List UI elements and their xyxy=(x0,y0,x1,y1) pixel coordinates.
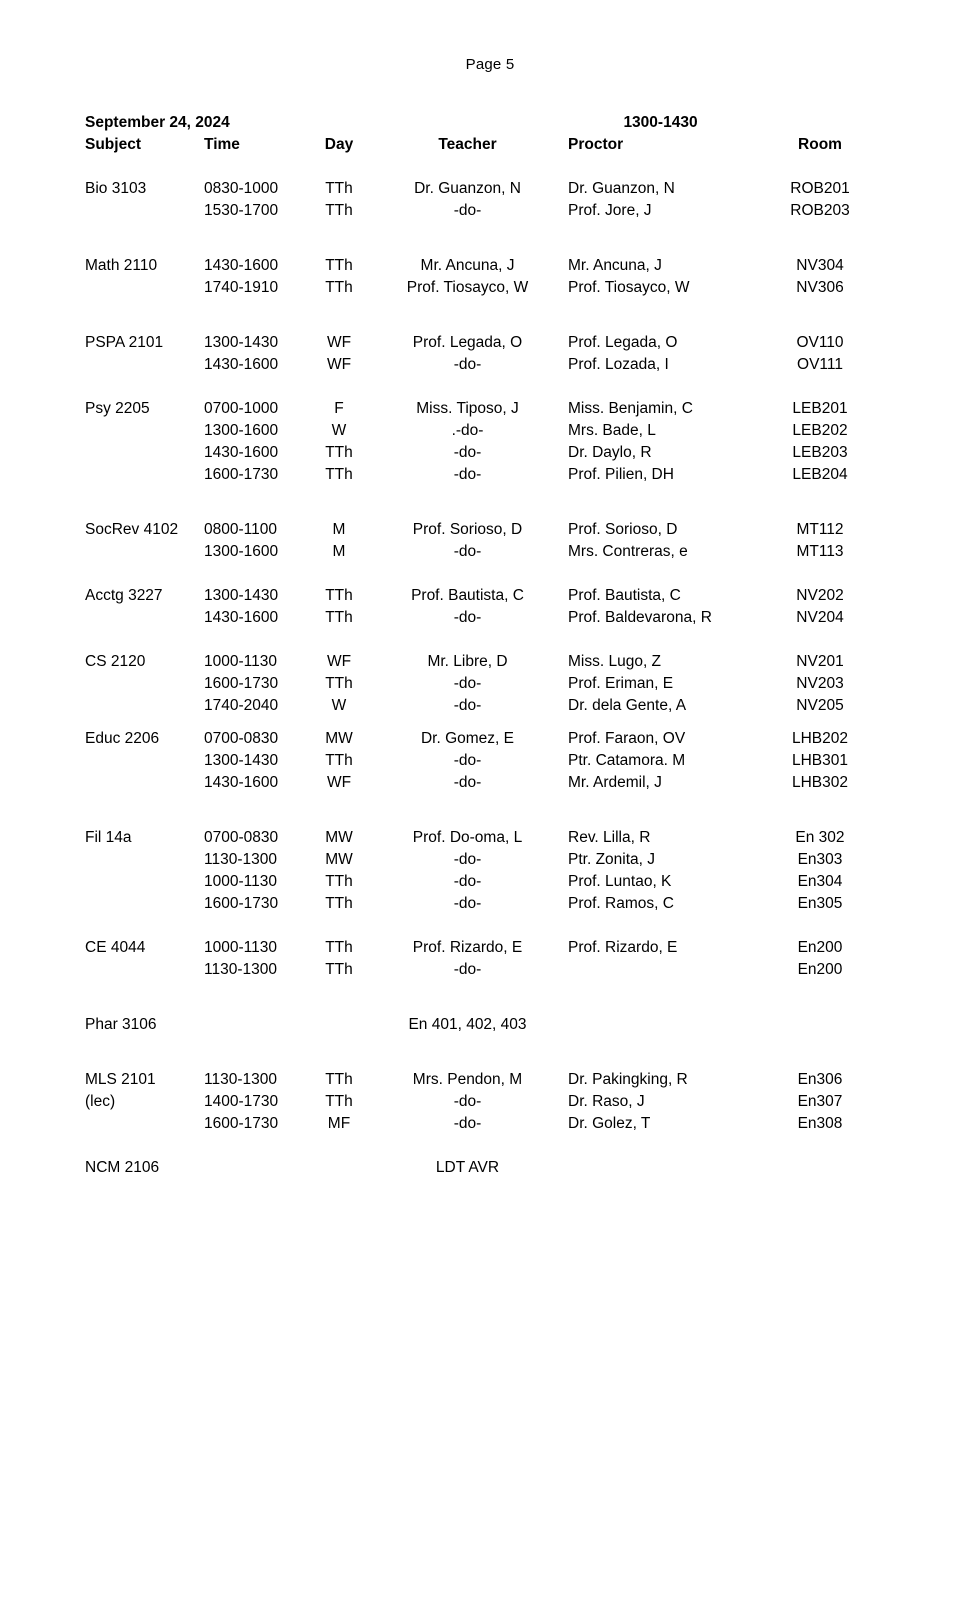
table-row xyxy=(0,1157,980,1179)
cell-day: WF xyxy=(326,653,352,670)
cell-time: 1600-1730 xyxy=(204,1115,279,1132)
cell-time: 1130-1300 xyxy=(204,961,277,978)
cell-teacher: -do- xyxy=(453,356,482,373)
subject-block xyxy=(0,1014,980,1036)
cell-time: 1300-1600 xyxy=(204,422,279,439)
cell-day: WF xyxy=(326,774,352,791)
table-row xyxy=(0,277,980,299)
cell-room: En303 xyxy=(797,851,843,868)
cell-proctor: Prof. Pilien, DH xyxy=(568,466,674,483)
column-header-room: Room xyxy=(798,136,842,153)
block-spacer xyxy=(0,981,980,1014)
cell-time: 1740-1910 xyxy=(204,279,279,296)
cell-time: 1740-2040 xyxy=(204,697,279,714)
table-row xyxy=(0,959,980,981)
cell-day: W xyxy=(331,697,347,714)
table-row xyxy=(0,420,980,442)
cell-proctor: Prof. Ramos, C xyxy=(568,895,674,912)
table-row xyxy=(0,200,980,222)
block-spacer xyxy=(0,222,980,255)
cell-subject: CS 2120 xyxy=(85,653,146,670)
cell-proctor: Miss. Lugo, Z xyxy=(568,653,662,670)
cell-day: TTh xyxy=(325,873,353,890)
block-spacer xyxy=(0,717,980,728)
table-row xyxy=(0,1069,980,1091)
cell-proctor: Mrs. Bade, L xyxy=(568,422,656,439)
cell-teacher: -do- xyxy=(453,1093,482,1110)
cell-teacher: Prof. Do-oma, L xyxy=(412,829,523,846)
cell-subject: Math 2110 xyxy=(85,257,158,274)
cell-room: LEB204 xyxy=(792,466,848,483)
cell-room: En200 xyxy=(797,939,843,956)
subject-block xyxy=(0,1157,980,1179)
cell-teacher: Prof. Legada, O xyxy=(412,334,523,351)
cell-room: NV205 xyxy=(796,697,844,714)
cell-time: 1600-1730 xyxy=(204,466,279,483)
cell-proctor: Dr. Guanzon, N xyxy=(568,180,675,197)
subject-block xyxy=(0,827,980,915)
cell-room: NV204 xyxy=(796,609,844,626)
cell-subject: SocRev 4102 xyxy=(85,521,179,538)
cell-room: En304 xyxy=(797,873,843,890)
cell-day: TTh xyxy=(325,444,353,461)
table-row xyxy=(0,728,980,750)
table-row xyxy=(0,585,980,607)
cell-time: 0830-1000 xyxy=(204,180,279,197)
cell-time: 0800-1100 xyxy=(204,521,277,538)
subject-block xyxy=(0,728,980,794)
cell-day: TTh xyxy=(325,180,353,197)
table-row xyxy=(0,519,980,541)
cell-room: En307 xyxy=(797,1093,843,1110)
cell-proctor: Dr. Golez, T xyxy=(568,1115,651,1132)
cell-proctor: Ptr. Catamora. M xyxy=(568,752,686,769)
cell-teacher: -do- xyxy=(453,851,482,868)
table-header-meta xyxy=(0,112,980,134)
cell-room: En200 xyxy=(797,961,843,978)
cell-teacher: -do- xyxy=(453,873,482,890)
cell-teacher: -do- xyxy=(453,675,482,692)
cell-day: MW xyxy=(325,829,353,846)
cell-teacher: Prof. Bautista, C xyxy=(411,587,524,604)
block-spacer xyxy=(0,629,980,651)
column-header-subject: Subject xyxy=(85,136,141,153)
cell-time: 0700-0830 xyxy=(204,829,279,846)
cell-room: LEB201 xyxy=(792,400,848,417)
cell-proctor: Miss. Benjamin, C xyxy=(568,400,693,417)
table-body xyxy=(0,156,980,1179)
cell-day: MW xyxy=(325,851,353,868)
table-row xyxy=(0,849,980,871)
cell-day: MF xyxy=(327,1115,351,1132)
cell-day: MW xyxy=(325,730,353,747)
cell-subject: Fil 14a xyxy=(85,829,132,846)
cell-day: TTh xyxy=(325,675,353,692)
cell-day: TTh xyxy=(325,939,353,956)
subject-block xyxy=(0,651,980,717)
table-row xyxy=(0,607,980,629)
cell-teacher: Dr. Guanzon, N xyxy=(414,180,521,197)
cell-time: 1300-1430 xyxy=(204,587,279,604)
cell-day: TTh xyxy=(325,609,353,626)
cell-room: MT112 xyxy=(796,521,844,538)
cell-teacher: -do- xyxy=(453,752,482,769)
cell-proctor: Dr. Raso, J xyxy=(568,1093,645,1110)
cell-time: 1430-1600 xyxy=(204,609,279,626)
cell-proctor: Prof. Faraon, OV xyxy=(568,730,686,747)
cell-room: ROB203 xyxy=(790,202,850,219)
column-header-proctor: Proctor xyxy=(568,136,624,153)
cell-subject: Educ 2206 xyxy=(85,730,160,747)
block-spacer xyxy=(0,794,980,827)
cell-teacher: Dr. Gomez, E xyxy=(420,730,515,747)
cell-day: M xyxy=(332,543,346,560)
cell-room-note: LDT AVR xyxy=(435,1159,500,1176)
subject-block xyxy=(0,519,980,563)
cell-room: LHB301 xyxy=(791,752,848,769)
cell-subject: MLS 2101 xyxy=(85,1071,156,1088)
cell-day: M xyxy=(332,521,346,538)
cell-time: 1430-1600 xyxy=(204,356,279,373)
cell-day: TTh xyxy=(325,752,353,769)
cell-room-note: En 401, 402, 403 xyxy=(408,1016,527,1033)
cell-room: En306 xyxy=(797,1071,843,1088)
table-row xyxy=(0,398,980,420)
cell-teacher: -do- xyxy=(453,961,482,978)
table-row xyxy=(0,332,980,354)
cell-time: 1400-1730 xyxy=(204,1093,279,1110)
block-spacer xyxy=(0,376,980,398)
cell-day: TTh xyxy=(325,1071,353,1088)
cell-teacher: -do- xyxy=(453,697,482,714)
cell-time: 1130-1300 xyxy=(204,851,277,868)
cell-teacher: -do- xyxy=(453,1115,482,1132)
cell-proctor: Prof. Baldevarona, R xyxy=(568,609,712,626)
block-spacer xyxy=(0,915,980,937)
table-row xyxy=(0,871,980,893)
cell-room: NV304 xyxy=(796,257,844,274)
cell-teacher: Mr. Libre, D xyxy=(427,653,508,670)
cell-proctor: Rev. Lilla, R xyxy=(568,829,651,846)
table-column-headers xyxy=(0,134,980,156)
column-header-day: Day xyxy=(324,136,354,153)
cell-time: 1300-1430 xyxy=(204,752,279,769)
cell-proctor: Prof. Lozada, I xyxy=(568,356,669,373)
cell-subject: Bio 3103 xyxy=(85,180,147,197)
table-row xyxy=(0,827,980,849)
cell-day: TTh xyxy=(325,202,353,219)
cell-room: ROB201 xyxy=(790,180,850,197)
cell-time: 1430-1600 xyxy=(204,444,279,461)
cell-proctor: Prof. Bautista, C xyxy=(568,587,681,604)
cell-subject: CE 4044 xyxy=(85,939,146,956)
cell-teacher: Prof. Tiosayco, W xyxy=(406,279,529,296)
cell-teacher: Prof. Rizardo, E xyxy=(412,939,523,956)
table-row xyxy=(0,937,980,959)
cell-time: 1130-1300 xyxy=(204,1071,277,1088)
cell-teacher: Mr. Ancuna, J xyxy=(420,257,515,274)
table-row xyxy=(0,178,980,200)
cell-time: 1300-1430 xyxy=(204,334,279,351)
cell-time: 1600-1730 xyxy=(204,895,279,912)
cell-time: 0700-0830 xyxy=(204,730,279,747)
cell-room: En305 xyxy=(797,895,843,912)
subject-block xyxy=(0,585,980,629)
cell-proctor: Dr. dela Gente, A xyxy=(568,697,687,714)
table-row xyxy=(0,651,980,673)
subject-block xyxy=(0,1069,980,1135)
cell-room: NV202 xyxy=(796,587,844,604)
table-row xyxy=(0,673,980,695)
block-spacer xyxy=(0,563,980,585)
cell-subject: (lec) xyxy=(85,1093,116,1110)
page-number: Page 5 xyxy=(465,56,515,73)
cell-room: MT113 xyxy=(796,543,844,560)
cell-day: WF xyxy=(326,356,352,373)
table-row xyxy=(0,255,980,277)
cell-room: LEB203 xyxy=(792,444,848,461)
cell-proctor: Prof. Rizardo, E xyxy=(568,939,678,956)
column-header-time: Time xyxy=(204,136,240,153)
block-spacer xyxy=(0,1135,980,1157)
cell-room: En308 xyxy=(797,1115,843,1132)
cell-day: WF xyxy=(326,334,352,351)
cell-day: TTh xyxy=(325,279,353,296)
cell-day: TTh xyxy=(325,466,353,483)
cell-teacher: -do- xyxy=(453,202,482,219)
cell-teacher: Mrs. Pendon, M xyxy=(412,1071,523,1088)
cell-time: 1000-1130 xyxy=(204,653,277,670)
table-row xyxy=(0,1113,980,1135)
table-row xyxy=(0,1091,980,1113)
cell-day: TTh xyxy=(325,895,353,912)
cell-room: LHB302 xyxy=(791,774,848,791)
cell-time: 0700-1000 xyxy=(204,400,279,417)
cell-proctor: Prof. Legada, O xyxy=(568,334,678,351)
cell-time: 1430-1600 xyxy=(204,774,279,791)
cell-proctor: Prof. Luntao, K xyxy=(568,873,672,890)
cell-room: NV306 xyxy=(796,279,844,296)
cell-subject: Acctg 3227 xyxy=(85,587,163,604)
cell-time: 1530-1700 xyxy=(204,202,279,219)
cell-teacher: .-do- xyxy=(451,422,484,439)
cell-proctor: Prof. Tiosayco, W xyxy=(568,279,690,296)
cell-room: En 302 xyxy=(795,829,845,846)
cell-time: 1600-1730 xyxy=(204,675,279,692)
cell-teacher: -do- xyxy=(453,543,482,560)
table-row xyxy=(0,893,980,915)
cell-time: 1000-1130 xyxy=(204,873,277,890)
cell-teacher: -do- xyxy=(453,609,482,626)
cell-room: NV203 xyxy=(796,675,844,692)
cell-teacher: Miss. Tiposo, J xyxy=(416,400,519,417)
cell-teacher: -do- xyxy=(453,444,482,461)
cell-room: OV111 xyxy=(797,356,843,373)
schedule-date: September 24, 2024 xyxy=(85,114,230,131)
cell-day: TTh xyxy=(325,257,353,274)
subject-block xyxy=(0,398,980,486)
cell-proctor: Prof. Jore, J xyxy=(568,202,652,219)
cell-time: 1000-1130 xyxy=(204,939,277,956)
cell-day: TTh xyxy=(325,961,353,978)
cell-proctor: Prof. Eriman, E xyxy=(568,675,674,692)
block-spacer xyxy=(0,299,980,332)
table-row xyxy=(0,541,980,563)
subject-block xyxy=(0,332,980,376)
subject-block xyxy=(0,178,980,222)
table-row xyxy=(0,750,980,772)
cell-teacher: -do- xyxy=(453,774,482,791)
subject-block xyxy=(0,937,980,981)
cell-proctor: Mrs. Contreras, e xyxy=(568,543,688,560)
cell-room: LHB202 xyxy=(791,730,848,747)
cell-subject: Phar 3106 xyxy=(85,1016,157,1033)
cell-day: TTh xyxy=(325,1093,353,1110)
cell-teacher: Prof. Sorioso, D xyxy=(412,521,523,538)
row-spacer xyxy=(0,156,980,178)
subject-block xyxy=(0,255,980,299)
cell-proctor: Dr. Daylo, R xyxy=(568,444,652,461)
table-row xyxy=(0,1014,980,1036)
table-row xyxy=(0,442,980,464)
table-row xyxy=(0,464,980,486)
column-header-teacher: Teacher xyxy=(438,136,497,153)
cell-day: W xyxy=(331,422,347,439)
cell-room: NV201 xyxy=(796,653,844,670)
cell-room: OV110 xyxy=(796,334,844,351)
cell-proctor: Ptr. Zonita, J xyxy=(568,851,656,868)
cell-day: TTh xyxy=(325,587,353,604)
cell-proctor: Mr. Ancuna, J xyxy=(568,257,662,274)
cell-time: 1430-1600 xyxy=(204,257,279,274)
cell-subject: PSPA 2101 xyxy=(85,334,164,351)
cell-teacher: -do- xyxy=(453,895,482,912)
cell-day: F xyxy=(334,400,344,417)
cell-proctor: Prof. Sorioso, D xyxy=(568,521,678,538)
table-row xyxy=(0,354,980,376)
cell-proctor: Dr. Pakingking, R xyxy=(568,1071,688,1088)
cell-subject: Psy 2205 xyxy=(85,400,150,417)
cell-proctor: Mr. Ardemil, J xyxy=(568,774,662,791)
block-spacer xyxy=(0,1036,980,1069)
cell-time: 1300-1600 xyxy=(204,543,279,560)
table-row xyxy=(0,695,980,717)
table-row xyxy=(0,772,980,794)
time-window: 1300-1430 xyxy=(623,114,698,131)
block-spacer xyxy=(0,486,980,519)
cell-subject: NCM 2106 xyxy=(85,1159,160,1176)
cell-room: LEB202 xyxy=(792,422,848,439)
cell-teacher: -do- xyxy=(453,466,482,483)
exam-schedule-table xyxy=(0,112,980,1179)
